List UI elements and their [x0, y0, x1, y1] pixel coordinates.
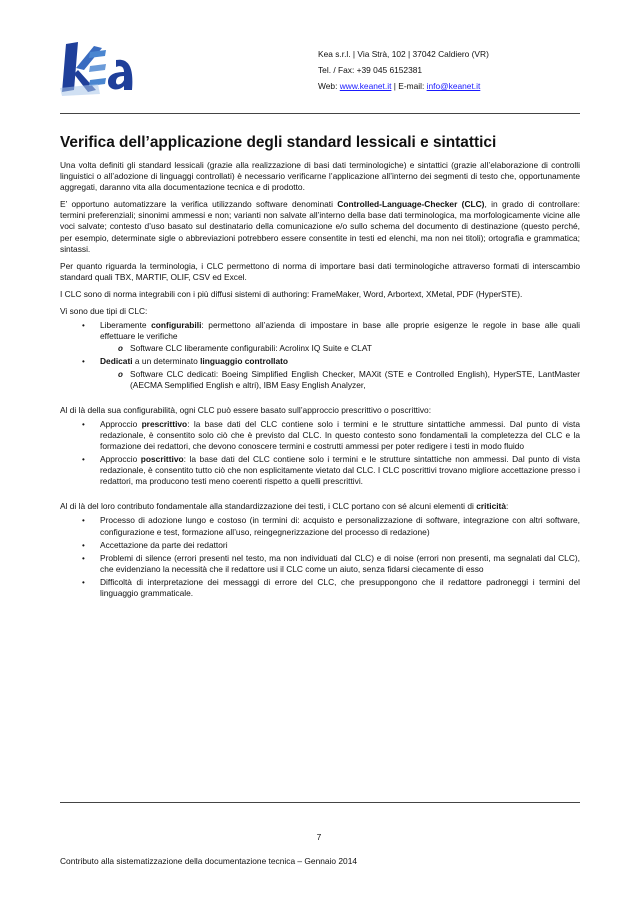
company-phone: Tel. / Fax: +39 045 6152381 [318, 65, 423, 75]
clc-types-list [60, 320, 580, 391]
type-post: : permettono all’azienda di impostare in base alle proprie esigenze le regole in base alle quali effettuare le verifiche [100, 320, 581, 342]
email-link[interactable]: info@keanet.it [426, 81, 481, 91]
approach-bold: poscrittivo [140, 454, 184, 465]
document-body [60, 134, 580, 605]
type-bold2: linguaggio controllato [200, 356, 289, 367]
bullet-icon: • [82, 577, 85, 587]
company-address: Kea s.r.l. | Via Strà, 102 | 37042 Caldiero (VR) [318, 49, 489, 59]
critical-text-c: : [506, 501, 509, 512]
kea-logo [60, 38, 138, 96]
critical-item: Accettazione da parte dei redattori [100, 539, 228, 550]
paragraph-approach-intro: Al di là della sua configurabilità, ogni CLC può essere basato sull’approccio prescrittivo o poscrittivo: [60, 404, 432, 415]
list-item [60, 454, 580, 487]
paragraph-clc [60, 199, 580, 254]
paragraph-types-intro: Vi sono due tipi di CLC: [60, 306, 148, 317]
critical-item: Difficoltà di interpretazione dei messaggi di errore del CLC, che presuppongono che il redattore padroneggi i termini del linguaggio grammaticale. [100, 576, 580, 598]
sub-text: Software CLC dedicati: Boeing Simplified English Checker, MAXit (STE e Controlled English), HyperSTE, LantMaster (AECMA Semplified English e altri), IBM Easy English Analyzer, [130, 368, 580, 390]
critical-list [60, 515, 580, 599]
sub-bullet-icon: o [118, 369, 123, 379]
sublist [100, 369, 580, 391]
page-footer: Contributo alla sistematizzazione della documentazione tecnica – Gennaio 2014 [60, 856, 358, 866]
web-label: Web: [318, 81, 340, 91]
page-header [0, 0, 638, 110]
type-bold: configurabili [151, 320, 202, 331]
clc-term: Controlled-Language-Checker (CLC) [337, 199, 485, 210]
paragraph-terminology: Per quanto riguarda la terminologia, i CLC permettono di norma di importare basi dati terminologiche attraverso formati di interscambio standard quali TBX, MARTIF, OLIF, CSV ed Excel. [60, 260, 580, 282]
sub-bullet-icon: o [118, 344, 123, 354]
web-link[interactable]: www.keanet.it [339, 81, 392, 91]
paragraph-intro: Una volta definiti gli standard lessicali (grazie alla realizzazione di basi dati terminologiche) e sintattici (grazie all’elaborazione di controlli linguistici o all’adozione di linguaggi controllati) è necessario verificarne l’applicazione all’interno dei segmenti di testo che, opportunamente aggregati, daranno vita alla documentazione tecnica e di prodotto. [60, 160, 580, 193]
sublist [100, 343, 580, 354]
approach-pre: Approccio [100, 418, 142, 429]
type-pre: Liberamente [100, 320, 152, 331]
header-divider [60, 113, 580, 114]
approach-bold: prescrittivo [141, 418, 188, 429]
paragraph-authoring: I CLC sono di norma integrabili con i più diffusi sistemi di authoring: FrameMaker, Word, Arbortext, XMetal, PDF (HyperSTE). [60, 288, 523, 299]
page-number: 7 [316, 832, 322, 842]
bullet-icon: • [82, 455, 85, 465]
list-item [60, 553, 580, 575]
critical-term: criticità [476, 501, 506, 512]
list-item [60, 356, 580, 390]
clc-text-a: E’ opportuno automatizzare la verifica utilizzando software denominati [60, 199, 338, 210]
list-item [60, 320, 580, 354]
list-item [60, 540, 580, 551]
sublist-item [100, 343, 580, 354]
bullet-icon: • [82, 540, 85, 550]
bullet-icon: • [82, 357, 85, 367]
list-item [60, 515, 580, 537]
list-item [60, 419, 580, 452]
type-post: a un determinato [132, 356, 201, 367]
list-item [60, 577, 580, 599]
approach-list [60, 419, 580, 488]
email-separator: | E-mail: [391, 81, 427, 91]
section-title: Verifica dell’applicazione degli standard lessicali e sintattici [60, 134, 497, 151]
spacer [60, 493, 580, 501]
bullet-icon: • [82, 321, 85, 331]
critical-item: Processo di adozione lungo e costoso (in termini di: acquisto e personalizzazione di software, integrazione con altri software, configurazione e test, formazione all’uso, reingegnerizzazione del processo di redazione) [100, 515, 580, 537]
bullet-icon: • [82, 553, 85, 563]
approach-pre: Approccio [100, 454, 141, 465]
company-web-email [318, 78, 489, 94]
spacer [60, 397, 580, 405]
paragraph-critical-intro [60, 501, 580, 512]
bullet-icon: • [82, 419, 85, 429]
bullet-icon: • [82, 516, 85, 526]
critical-item: Problemi di silence (errori presenti nel testo, ma non individuati dal CLC) e di noise (errori non presenti, ma segnalati dal CLC), che evidenziano la necessità che il redattore usi il CLC come un aiuto, senza fidarsi ciecamente di esso [100, 552, 580, 574]
critical-text-a: Al di là del loro contributo fondamentale alla standardizzazione dei testi, i CLC portano con sé alcuni elementi di [60, 501, 477, 512]
approach-post: : la base dati del CLC contiene solo i termini e le strutture sintattiche ammessi. Dal punto di vista redazionale, è consentito solo ciò che è previsto dal CLC. In questo contesto sono fondamentali la completezza del CLC e la formazione dei redattori, che devono conoscere termini e costrutti ammessi per poter redigere i testi in modo fluido [100, 418, 580, 451]
approach-post: : la base dati del CLC contiene solo i termini e le strutture sintattiche non ammessi. Dal punto di vista redazionale, è consentito tutto ciò che non esplicitamente vietato dal CLC. I CLC poscrittivi trovano migliore accettazione presso i redattori, ma producono testi meno coerenti rispetto a quelli prescrittivi. [100, 454, 580, 487]
type-bold: Dedicati [100, 356, 133, 367]
footer-divider [60, 802, 580, 803]
clc-text-c: , in grado di controllare: termini preferenziali; sinonimi ammessi e non; varianti non salvate all’interno della base dati terminologica, ma morfologicamente vicine alle voci salvate; contesto d’uso basato sul destinatario della comunicazione e/o sullo schema del documento di destinazione (questo perché, per esempio, determinate sigle o abbreviazioni potrebbero essere consentite in testi ed elenchi, ma non nei titoli); ortografia e grammatica; sintassi. [60, 199, 580, 254]
sub-text: Software CLC liberamente configurabili: Acrolinx IQ Suite e CLAT [130, 343, 372, 354]
sublist-item [100, 369, 580, 391]
contact-block [318, 46, 489, 94]
